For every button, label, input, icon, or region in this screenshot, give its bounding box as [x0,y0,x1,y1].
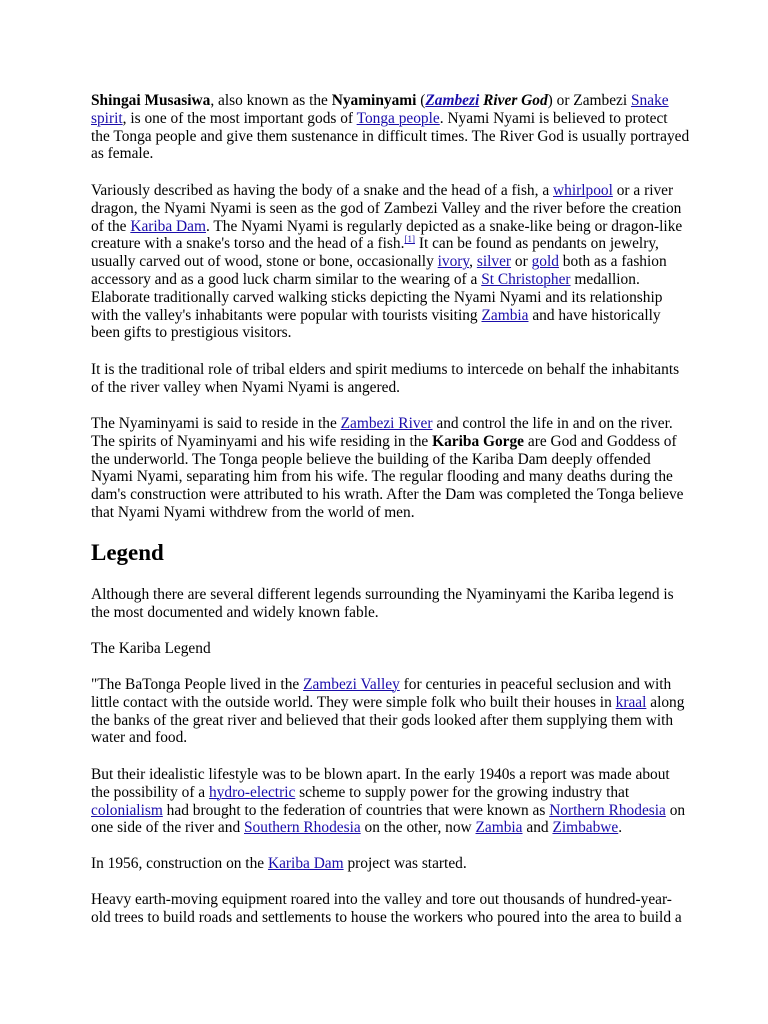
text-run: It can be found as pendants on jewelry, [414,235,659,253]
zambia-link[interactable]: Zambia [475,819,523,837]
text-run: "The BaTonga People lived in the [91,676,304,693]
subject-alias: Nyaminyami [331,92,417,109]
text-run: ) or Zambezi [547,92,631,109]
text-run: along [646,693,685,711]
text-run: medallion. [570,270,640,288]
text-run: . The Nyami Nyami is regularly depicted as a snake-like being or dragon-like [205,217,683,235]
silver-link[interactable]: silver [476,253,512,271]
text-run: The Nyaminyami is said to reside in the [91,415,341,432]
text-run: ( [416,92,426,109]
text-line: that Nyami Nyami withdrew from the world of men. [91,503,415,521]
text-line: been gifts to prestigious visitors. [91,324,292,342]
river-god-title: River God [483,92,548,109]
text-line [91,415,691,433]
southern-rhodesia-link[interactable]: Southern Rhodesia [244,819,361,837]
text-line [91,92,691,110]
text-run: or a river [612,182,674,199]
text-run: accessory and as a good luck charm similar to the wearing of a [91,270,482,288]
text-line [91,307,691,325]
text-run: scheme to supply power for the growing industry that [295,783,630,801]
text-run: . [618,819,623,837]
text-run: , [469,253,477,271]
elders-paragraph [91,361,691,397]
kariba-legend-title [91,640,691,658]
text-line: as female. [91,145,154,163]
text-run: the possibility of a [91,783,209,801]
text-line: But their idealistic lifestyle was to be blown apart. In the early 1940s a report was made about [91,766,670,783]
whirlpool-link[interactable]: whirlpool [553,182,613,199]
hydro-electric-link[interactable]: hydro-electric [209,783,296,801]
text-line [91,235,691,253]
intro-paragraph [91,92,691,163]
text-line [91,218,691,236]
text-run: one side of the river and [91,819,244,837]
text-run: for centuries in peaceful seclusion and with [399,676,672,693]
text-line [91,855,691,873]
text-line: It is the traditional role of tribal elders and spirit mediums to intercede on behalf the inhabitants [91,361,680,378]
text-line [91,110,691,128]
text-run: project was started. [343,855,467,872]
zambezi-river-link[interactable]: Zambezi River [340,415,433,432]
text-line [91,819,691,837]
text-run: both as a fashion [558,253,667,271]
text-run: had brought to the federation of countries that were known as [162,801,550,819]
text-line: the Tonga people and give them sustenance in difficult times. The River God is usually portrayed [91,127,690,145]
text-run: are God and Goddess of [524,432,677,450]
st-christopher-link[interactable]: St Christopher [481,270,571,288]
zambezi-link[interactable]: Zambezi [425,92,480,109]
text-run: The spirits of Nyaminyami and his wife residing in the [91,432,433,450]
text-run: little contact with the outside world. They were simple folk who built their houses in [91,693,616,711]
text-line: the banks of the great river and believed that their gods looked after them supplying them with [91,711,674,729]
text-run: , also known as the [210,92,332,109]
residence-paragraph [91,415,691,522]
text-run: with the valley's inhabitants were popular with tourists visiting [91,306,482,324]
equipment-paragraph [91,891,691,927]
text-line [91,694,691,712]
zambia-link[interactable]: Zambia [481,306,529,324]
text-line: The Kariba Legend [91,640,211,657]
description-paragraph [91,182,691,342]
zambezi-valley-link[interactable]: Zambezi Valley [303,676,400,693]
text-run: of the [91,217,131,235]
text-line: old trees to build roads and settlements to house the workers who poured into the area to build a [91,908,682,926]
kariba-gorge-term: Kariba Gorge [432,432,525,450]
text-run: on [665,801,686,819]
text-line [91,182,691,200]
kariba-dam-link[interactable]: Kariba Dam [267,855,344,872]
legend-heading: Legend [91,540,164,565]
text-run: usually carved out of wood, stone or bone, occasionally [91,253,438,271]
text-run: , is one of the most important gods of [122,109,357,127]
text-line [91,271,691,289]
text-line [91,676,691,694]
northern-rhodesia-link[interactable]: Northern Rhodesia [549,801,666,819]
text-run: and have historically [528,306,661,324]
construction-paragraph [91,855,691,873]
text-run: creature with a snake's torso and the head of a fish. [91,235,405,253]
text-line: dam's construction were attributed to his wrath. After the Dam was completed the Tonga believe [91,486,684,504]
text-line: Heavy earth-moving equipment roared into the valley and tore out thousands of hundred-year- [91,891,672,908]
subject-name: Shingai Musasiwa [91,92,211,109]
text-run: and control the life in and on the river. [432,415,673,432]
text-run: on the other, now [360,819,476,837]
batonga-paragraph [91,676,691,747]
snake-link[interactable]: Snake [630,92,669,109]
text-run: In 1956, construction on the [91,855,268,872]
ivory-link[interactable]: ivory [437,253,470,271]
text-run: Variously described as having the body of a snake and the head of a fish, a [91,182,554,199]
text-line: water and food. [91,729,188,747]
colonialism-link[interactable]: colonialism [91,801,163,819]
text-run: . Nyami Nyami is believed to protect [439,109,668,127]
text-line: Although there are several different legends surrounding the Nyaminyami the Kariba legend is [91,586,674,603]
text-line [91,433,691,451]
text-line: Elaborate traditionally carved walking sticks depicting the Nyami Nyami and its relationship [91,288,663,306]
text-line: dragon, the Nyami Nyami is seen as the god of Zambezi Valley and the river before the creation [91,199,682,217]
gold-link[interactable]: gold [531,253,559,271]
text-run: and [522,819,553,837]
tonga-people-link[interactable]: Tonga people [356,109,440,127]
lifestyle-paragraph [91,766,691,837]
text-line [91,802,691,820]
text-line [91,784,691,802]
text-line: the most documented and widely known fable. [91,603,379,621]
text-line [91,253,691,271]
kraal-link[interactable]: kraal [615,693,647,711]
text-run: or [511,253,532,271]
zimbabwe-link[interactable]: Zimbabwe [552,819,619,837]
legend-intro-paragraph [91,586,691,622]
text-line: Nyami Nyami, separating him from his wife. The regular flooding and many deaths during the [91,468,673,486]
text-line: the underworld. The Tonga people believe the building of the Kariba Dam deeply offended [91,450,651,468]
citation-link[interactable]: [1] [404,234,415,245]
spirit-link[interactable]: spirit [91,109,123,127]
kariba-dam-link[interactable]: Kariba Dam [130,217,206,235]
text-line: of the river valley when Nyami Nyami is angered. [91,378,400,396]
